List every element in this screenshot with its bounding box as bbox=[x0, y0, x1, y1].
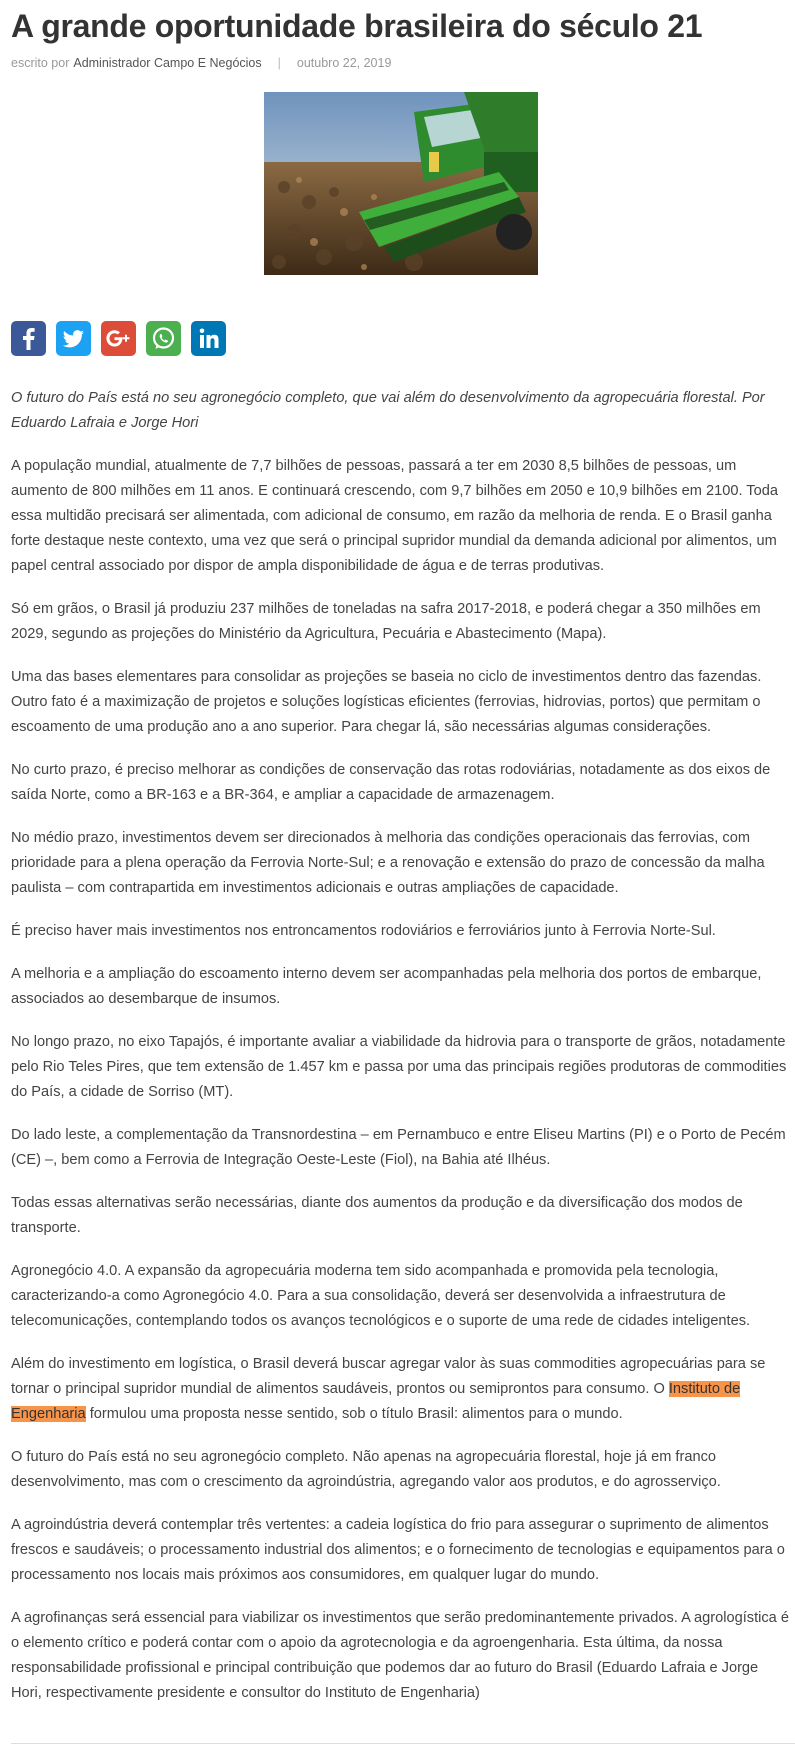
meta-separator: | bbox=[277, 56, 281, 70]
whatsapp-share-button[interactable] bbox=[146, 321, 181, 356]
post-meta bbox=[11, 56, 791, 70]
article-body bbox=[11, 386, 791, 1724]
body-paragraph: Todas essas alternativas serão necessárias, diante dos aumentos da produção e da diversificação dos modos de transporte. bbox=[11, 1195, 743, 1236]
hero-image bbox=[264, 92, 538, 275]
social-share-bar bbox=[11, 321, 226, 356]
body-paragraph: No longo prazo, no eixo Tapajós, é importante avaliar a viabilidade da hidrovia para o transporte de grãos, notadamente pelo Rio Teles Pires, que tem extensão de 1.457 km e passa por uma das principais regiões produtoras de commodities do País, a cidade de Sorriso (MT). bbox=[11, 1034, 787, 1100]
body-paragraph-with-highlight bbox=[11, 1352, 791, 1427]
page-title: A grande oportunidade brasileira do século 21 bbox=[11, 8, 703, 44]
body-paragraph: Só em grãos, o Brasil já produziu 237 milhões de toneladas na safra 2017-2018, e poderá chegar a 350 milhões em 2029, segundo as projeções do Ministério da Agricultura, Pecuária e Abastecimento (Mapa). bbox=[11, 601, 761, 642]
lead-paragraph: O futuro do País está no seu agronegócio completo, que vai além do desenvolvimento da agropecuária florestal. Por Eduardo Lafraia e Jorge Hori bbox=[11, 390, 765, 431]
google-plus-icon bbox=[101, 321, 136, 356]
body-paragraph: Uma das bases elementares para consolidar as projeções se baseia no ciclo de investimentos dentro das fazendas. Outro fato é a maximização de projetos e soluções logísticas eficientes (ferrovias, hidrovias, portos) que permitam o escoamento de uma produção ano a ano superior. Para chegar lá, são necessárias algumas considerações. bbox=[11, 669, 762, 735]
google-plus-share-button[interactable] bbox=[101, 321, 136, 356]
body-paragraph: Do lado leste, a complementação da Transnordestina – em Pernambuco e entre Eliseu Martins (PI) e o Porto de Pecém (CE) –, bem como a Ferrovia de Integração Oeste-Leste (Fiol), na Bahia até Ilhéus. bbox=[11, 1127, 786, 1168]
whatsapp-icon bbox=[146, 321, 181, 356]
facebook-share-button[interactable] bbox=[11, 321, 46, 356]
body-paragraph: No médio prazo, investimentos devem ser direcionados à melhoria das condições operacionais das ferrovias, com prioridade para a plena operação da Ferrovia Norte-Sul; e a renovação e extensão do prazo de concessão da malha paulista – com contrapartida em investimentos adicionais e outras ampliações de capacidade. bbox=[11, 830, 765, 896]
harvester-image bbox=[264, 92, 538, 275]
linkedin-icon bbox=[191, 321, 226, 356]
twitter-icon bbox=[56, 321, 91, 356]
paragraph-text: Além do investimento em logística, o Brasil deverá buscar agregar valor às suas commodities agropecuárias para se tornar o principal supridor mundial de alimentos saudáveis, prontos ou semiprontos para consumo. O bbox=[11, 1356, 766, 1397]
twitter-share-button[interactable] bbox=[56, 321, 91, 356]
linkedin-share-button[interactable] bbox=[191, 321, 226, 356]
meta-prefix: escrito por bbox=[11, 56, 70, 70]
body-paragraph: A população mundial, atualmente de 7,7 bilhões de pessoas, passará a ter em 2030 8,5 bilhões de pessoas, um aumento de 800 milhões em 11 anos. E continuará crescendo, com 9,7 bilhões em 2050 e 10,9 bilhões em 2100. Toda essa multidão precisará ser alimentada, com adicional de consumo, em razão da melhoria de renda. E o Brasil ganha forte destaque neste contexto, uma vez que será o principal supridor mundial da demanda adicional por alimentos, um papel central associado por dispor de ampla disponibilidade de água e de terras produtivas. bbox=[11, 458, 778, 574]
body-paragraph: É preciso haver mais investimentos nos entroncamentos rodoviários e ferroviários junto à Ferrovia Norte-Sul. bbox=[11, 923, 716, 939]
body-paragraph: Agronegócio 4.0. A expansão da agropecuária moderna tem sido acompanhada e promovida pela tecnologia, caracterizando-a como Agronegócio 4.0. Para a sua consolidação, deverá ser desenvolvida a infraestrutura de telecomunicações, contemplando todos os avanços tecnológicos e o suporte de uma rede de cidades inteligentes. bbox=[11, 1263, 751, 1329]
post-date: outubro 22, 2019 bbox=[296, 56, 392, 70]
facebook-icon bbox=[11, 321, 46, 356]
paragraph-text: formulou uma proposta nesse sentido, sob o título Brasil: alimentos para o mundo. bbox=[85, 1406, 623, 1422]
body-paragraph: A agrofinanças será essencial para viabilizar os investimentos que serão predominantemente privados. A agrologística é o elemento crítico e poderá contar com o apoio da agrotecnologia e da agroengenharia. Esta última, da nossa responsabilidade profissional e principal contribuição que podemos dar ao futuro do Brasil (Eduardo Lafraia e Jorge Hori, respectivamente presidente e consultor do Instituto de Engenharia) bbox=[11, 1610, 789, 1701]
author-link[interactable]: Administrador Campo E Negócios bbox=[73, 56, 262, 70]
body-paragraph: A agroindústria deverá contemplar três vertentes: a cadeia logística do frio para assegurar o suprimento de alimentos frescos e saudáveis; o processamento industrial dos alimentos; e o fornecimento de tecnologias e equipamentos para o processamento nos locais mais próximos aos consumidores, em qualquer lugar do mundo. bbox=[11, 1517, 785, 1583]
body-paragraph: A melhoria e a ampliação do escoamento interno devem ser acompanhadas pela melhoria dos portos de embarque, associados ao desembarque de insumos. bbox=[11, 966, 762, 1007]
article-header bbox=[11, 0, 791, 70]
highlighted-text: Instituto de Engenharia bbox=[11, 1381, 741, 1422]
body-paragraph: No curto prazo, é preciso melhorar as condições de conservação das rotas rodoviárias, notadamente as dos eixos de saída Norte, como a BR-163 e a BR-364, e ampliar a capacidade de armazenagem. bbox=[11, 762, 771, 803]
bottom-divider bbox=[11, 1743, 795, 1744]
body-paragraph: O futuro do País está no seu agronegócio completo. Não apenas na agropecuária florestal, hoje já em franco desenvolvimento, mas com o crescimento da agroindústria, agregando valor aos produtos, e do agrosserviço. bbox=[11, 1449, 721, 1490]
